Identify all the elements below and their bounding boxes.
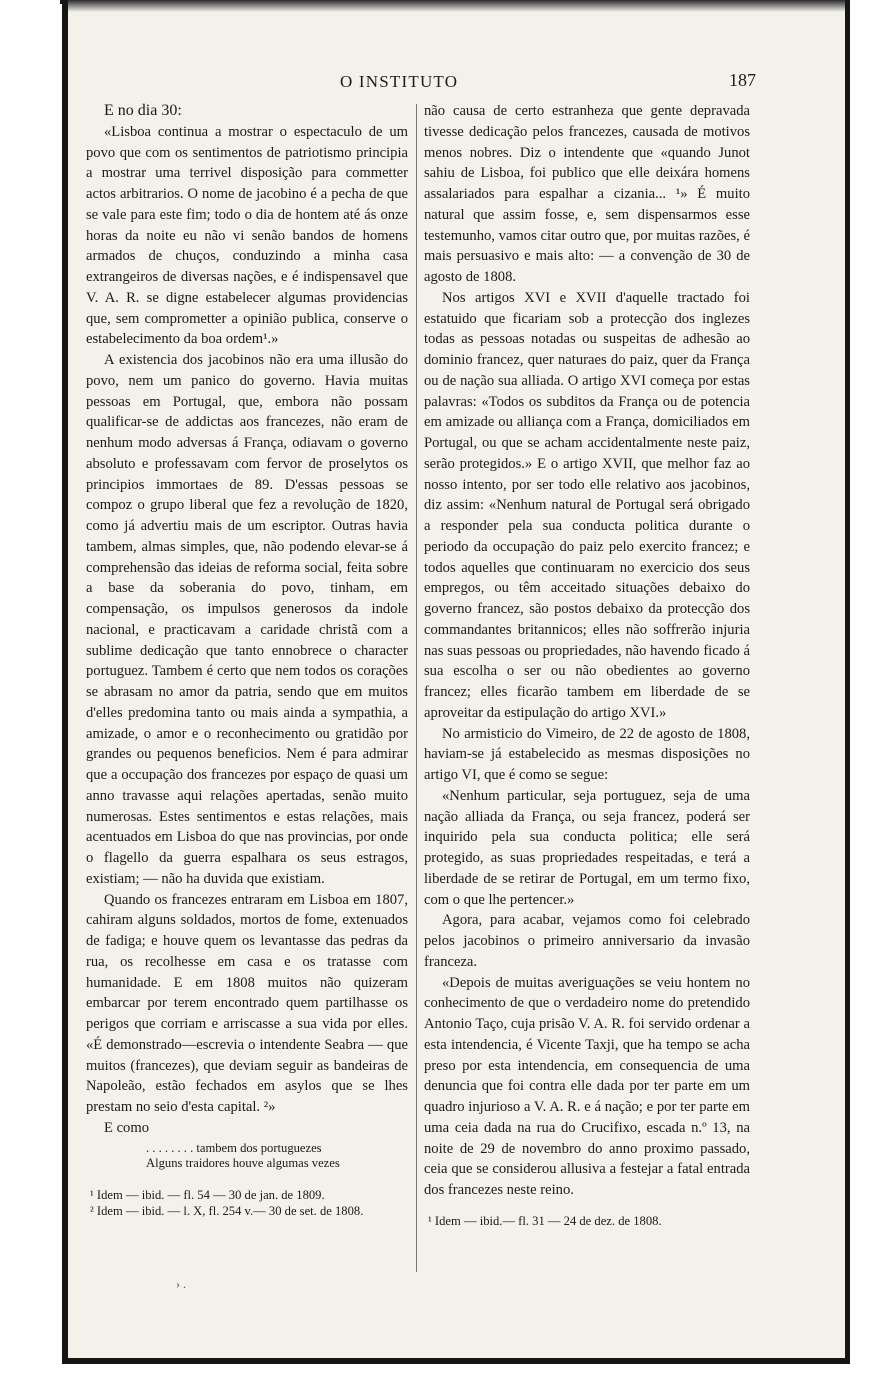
quote-paragraph: «Lisboa continua a mostrar o espectaculo de um povo que com os sentimentos de patriotismo principia a mostrar uma terrivel disposição para commetter actos arbitrarios. O nome de jacobino é a pecha de que se vale para este fim; todo o dia de hontem até ás onze horas da noite eu não vi senão bandos de homens armados de chuços, conduzindo a minha casa extrangeiros de diversas nações, e é indispensavel que V. A. R. se digne estabelecer algumas providencias que, sem comprometter a opinião publica, conserve o estabelecimento da boa ordem¹.» bbox=[86, 123, 408, 348]
running-title: O INSTITUTO bbox=[340, 72, 459, 91]
right-column bbox=[424, 101, 750, 1229]
footnote: ² Idem — ibid. — l. X, fl. 254 v.— 30 de set. de 1808. bbox=[90, 1203, 364, 1218]
quote-paragraph: «Nenhum particular, seja portuguez, seja de uma nação alliada da França, ou seja francez, poderá ser inquirido pela sua conducta politica; elle será protegido, as suas propriedades respeitadas, e terá a liberdade de se retirar de Portugal, em um termo fixo, com o que lhe pertencer.» bbox=[424, 787, 750, 908]
body-paragraph: não causa de certo estranheza que gente depravada tivesse dedicação pelos francezes, causada de motivos menos nobres. Diz o intendente que «quando Junot sahiu de Lisboa, foi publico que elle deixára homens assalariados para espalhar a cizania... ¹» É muito natural que assim fosse, e, sem dispensarmos esse testemunho, vamos citar outro que, por muitas razões, é mais persuasivo e mais alto: — a convenção de 30 de agosto de 1808. bbox=[424, 103, 750, 285]
left-column bbox=[86, 101, 408, 1219]
page-header bbox=[70, 72, 770, 96]
footnote: ¹ Idem — ibid.— fl. 31 — 24 de dez. de 1808. bbox=[428, 1213, 662, 1228]
body-paragraph: A existencia dos jacobinos não era uma illusão do povo, nem um panico do governo. Havia muitas pessoas em Portugal, que, embora não possam qualificar-se de addictas aos francezes, não eram de nenhum modo adversas á França, odiavam o governo absoluto e professavam com fervor de proselytos os principios immortaes de 89. D'essas pessoas se compoz o grupo liberal que fez a revolução de 1820, como já advertiu mais de um escriptor. Outras havia tambem, almas simples, que, não podendo elevar-se á comprehensão das ideias de reforma social, feita sobre a base da soberania do povo, tinham, em compensação, os impulsos generosos da indole nacional, e practicavam a caridade christã com a sublime dedicação que tanto ennobrece o character portuguez. Tambem é certo que nem todos os corações se abrasam no amor da patria, sendo que em muitos d'elles predomina tanto ou mais ainda a sympathia, a amizade, o amor e o reconhecimento ou gratidão por grandes ou pequenos beneficios. Nem é para admirar que a occupação dos francezes por espaço de quasi um anno travasse aqui relações apertadas, senão muito numerosas. Estes sentimentos e estas relações, mais acentuados em Lisboa do que nas provincias, por onde o flagello da guerra espalhara os seus estragos, existiam; — não ha duvida que existiam. bbox=[86, 352, 408, 887]
quote-paragraph: «Depois de muitas averiguações se veiu hontem no conhecimento de que o verdadeiro nome do pretendido Antonio Taço, cuja prisão V. A. R. foi servido ordenar a esta intendencia, é Vicente Taxji, que ha tempo se acha preso por esta intendencia, em consequencia de uma denuncia que foi contra elle dada por ter parte em um quadro injurioso a V. A. R. e á nação; e por ter parte em uma ceia dada na rua do Crucifixo, escada n.º 13, na noite de 29 de novembro do anno proximo passado, ceia que se considerou allusiva a festejar a fatal entrada dos francezes neste reino. bbox=[424, 974, 750, 1198]
verse-line: . . . . . . . . tambem dos portuguezes bbox=[146, 1140, 322, 1155]
footnote: ¹ Idem — ibid. — fl. 54 — 30 de jan. de 1809. bbox=[90, 1187, 325, 1202]
page-number: 187 bbox=[729, 70, 756, 90]
verse-line: Alguns traidores houve algumas vezes bbox=[146, 1155, 340, 1170]
body-paragraph: Quando os francezes entraram em Lisboa em 1807, cahiram alguns soldados, mortos de fome, extenuados de fadiga; e houve quem os levantasse das pedras da rua, os recolhesse em casa e os tratasse com humanidade. E em 1808 muitos não quizeram embarcar por terem encontrado quem partilhasse os perigos que corriam e arriscasse a sua vida por elles. «É demonstrado—escrevia o intendente Seabra — que muitos (francezes), que deviam seguir as bandeiras de Napoleão, estão fechados em asylos que se lhes prestam no seio d'esta capital. ²» bbox=[86, 891, 408, 1115]
verse-quotation bbox=[86, 1141, 408, 1171]
body-paragraph: No armisticio do Vimeiro, de 22 de agosto de 1808, haviam-se já estabelecido as mesmas disposições no artigo VI, que é como se segue: bbox=[424, 725, 750, 783]
section-heading: E no dia 30: bbox=[104, 102, 182, 119]
body-paragraph: Nos artigos XVI e XVII d'aquelle tractado foi estatuido que ficariam sob a protecção dos inglezes todas as pessoas notadas ou suspeitas de adhesão ao dominio francez, quer naturaes do paiz, quer da França ou de nação sua alliada. O artigo XVI começa por estas palavras: «Todos os subditos da França ou de potencia em amizade ou alliança com a França, domiciliados em Portugal, ou que se acham accidentalmente neste paiz, serão protegidos.» E o artigo XVII, que melhor faz ao nosso intento, por ser todo elle relativo aos jacobinos, diz assim: «Nenhum natural de Portugal será obrigado a responder pela sua conducta politica durante o periodo da occupação do paiz pelo exercito francez; e todos aquelles que continuaram no exercicio dos seus empregos, ou têm acceitado situações debaixo do governo francez, são postos debaixo da protecção dos commandantes britannicos; elles não soffrerão injuria nas suas pessoas ou propriedades, não havendo ficado á sua escolha o ser ou não obedientes ao governo francez; elles ficarão tambem em liberdade de se aproveitar da estipulação do artigo XVI.» bbox=[424, 289, 750, 721]
left-footnotes bbox=[86, 1187, 408, 1219]
body-paragraph: E como bbox=[104, 1119, 149, 1136]
stray-print-mark: › . bbox=[176, 1277, 186, 1291]
body-paragraph: Agora, para acabar, vejamos como foi celebrado pelos jacobinos o primeiro anniversario da invasão franceza. bbox=[424, 912, 750, 970]
right-footnotes bbox=[424, 1213, 750, 1229]
column-divider bbox=[416, 104, 417, 1272]
